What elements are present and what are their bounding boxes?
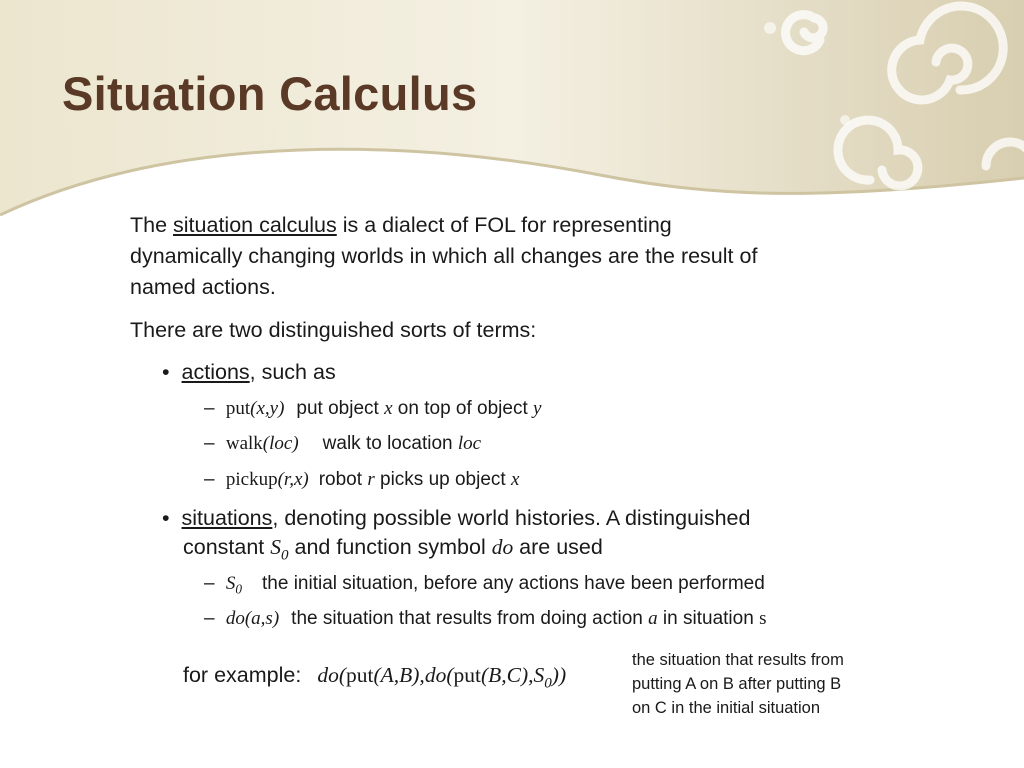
situations-bullet-line [162, 503, 750, 534]
situation-symbol: S [225, 573, 236, 594]
situations-line-2 [183, 532, 603, 571]
situations-suffix: , denoting possible world histories. A distinguished [272, 506, 751, 530]
intro-line-1 [130, 210, 672, 241]
action-var: y [533, 398, 542, 419]
action-args: (r,x) [277, 469, 309, 490]
situation-item-do [204, 607, 766, 631]
situations-text: constant [183, 535, 271, 559]
actions-bullet-line [162, 357, 336, 388]
dash-icon: – [204, 608, 215, 629]
example-line [183, 660, 566, 699]
sorts-heading: There are two distinguished sorts of terms: [130, 318, 537, 342]
example-expr: (B,C),S [480, 663, 545, 687]
example-subscript: 0 [544, 675, 552, 692]
intro-text: is a dialect of FOL for representing [336, 213, 672, 237]
example-expr: )) [551, 663, 567, 687]
const-subscript: 0 [281, 547, 289, 564]
dash-icon: – [204, 573, 215, 594]
example-label: for example: [183, 663, 302, 687]
dash-icon: – [204, 469, 215, 490]
example-expr: do( [424, 663, 454, 687]
actions-suffix: , such as [249, 360, 336, 384]
intro-line-2: dynamically changing worlds in which all changes are the result of [130, 244, 758, 268]
situation-item-s0 [204, 572, 765, 602]
action-var: loc [457, 433, 482, 454]
example-caption [632, 648, 844, 720]
intro-line-3: named actions. [130, 275, 276, 299]
situations-text: are used [513, 535, 603, 559]
action-args: (x,y) [250, 398, 285, 419]
action-item-walk [204, 432, 481, 456]
intro-text: The [130, 213, 174, 237]
action-fn: pickup [225, 469, 278, 490]
situation-symbol: do(a,s) [225, 608, 280, 629]
action-desc: walk to location [322, 433, 458, 454]
example-expr: (A,B), [373, 663, 425, 687]
bullet-icon: • [162, 360, 170, 384]
situation-desc: the situation that results from doing action [291, 608, 649, 629]
situation-desc: in situation [657, 608, 760, 629]
action-desc: picks up object [374, 469, 511, 490]
action-fn: put [225, 398, 251, 419]
situations-term: situations [181, 506, 273, 530]
action-desc: robot [318, 469, 368, 490]
situation-desc: the initial situation, before any actions have been performed [262, 573, 765, 594]
do-symbol: do [491, 535, 514, 559]
action-desc: on top of object [392, 398, 534, 419]
example-expr: put [453, 663, 481, 687]
action-args: (loc) [262, 433, 299, 454]
action-desc: put object [296, 398, 385, 419]
action-item-pickup [204, 468, 519, 492]
example-expr: put [345, 663, 374, 687]
action-fn: walk [225, 433, 263, 454]
action-var: x [384, 398, 393, 419]
situation-subscript: 0 [235, 581, 243, 597]
action-item-put [204, 397, 541, 421]
action-var: r [367, 469, 375, 490]
dash-icon: – [204, 398, 215, 419]
situations-text: and function symbol [288, 535, 492, 559]
page-title: Situation Calculus [62, 67, 478, 120]
const-symbol: S [270, 535, 281, 559]
caption-line: on C in the initial situation [632, 699, 821, 717]
bullet-icon: • [162, 506, 170, 530]
dash-icon: – [204, 433, 215, 454]
situation-var: s [759, 608, 767, 629]
actions-term: actions [181, 360, 250, 384]
situation-calculus-term: situation calculus [173, 213, 337, 237]
caption-line: the situation that results from [632, 651, 844, 669]
caption-line: putting A on B after putting B [632, 675, 842, 693]
example-expr: do( [317, 663, 346, 687]
situation-var: a [648, 608, 658, 629]
action-var: x [510, 469, 520, 490]
